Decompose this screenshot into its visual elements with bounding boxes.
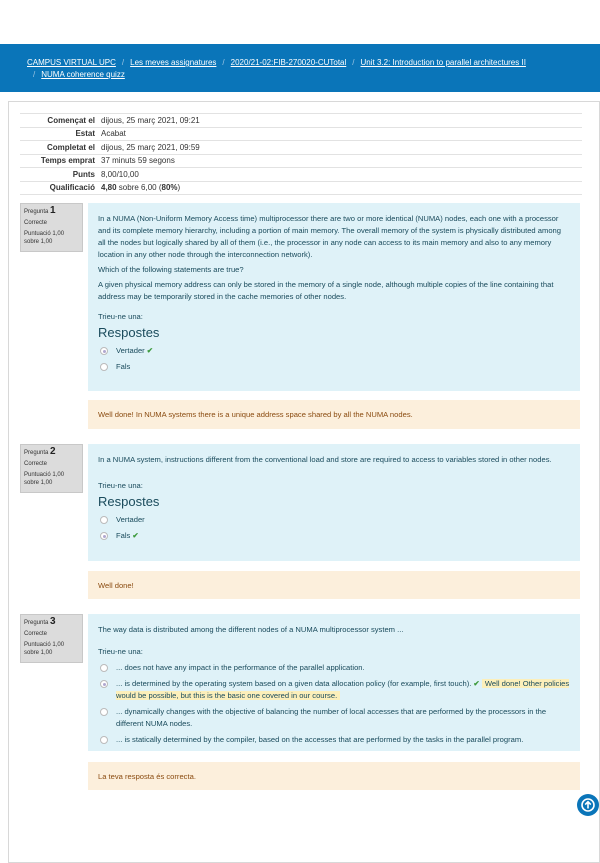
summary-value: Acabat <box>98 127 582 141</box>
grade-text: sobre 6,00 ( <box>116 183 162 193</box>
summary-value <box>98 181 582 195</box>
summary-key: Començat el <box>20 114 98 128</box>
summary-value: 8,00/10,00 <box>98 168 582 182</box>
question-content-3 <box>88 614 580 751</box>
breadcrumb-link-quiz[interactable]: NUMA coherence quizz <box>41 70 125 79</box>
answer-option-d[interactable]: ... is statically determined by the compiler, based on the accesses that are performed by the tasks in the parallel program. <box>98 734 570 746</box>
question-number: Pregunta 1 <box>24 205 56 216</box>
grade-score: 4,80 <box>101 183 117 193</box>
summary-value: 37 minuts 59 segons <box>98 154 582 168</box>
summary-key: Punts <box>20 168 98 182</box>
summary-key: Temps emprat <box>20 154 98 168</box>
answers-heading: Respostes <box>98 494 160 509</box>
answer-option-b[interactable]: ... is determined by the operating system based on a given data allocation policy (for example, first touch). ✔ Well done! Other policies would be possible, but this is the basic one covered in our course. <box>98 678 570 702</box>
radio-button-selected[interactable] <box>100 680 108 688</box>
breadcrumb <box>27 57 587 81</box>
summary-value: dijous, 25 març 2021, 09:21 <box>98 114 582 128</box>
summary-key: Qualificació <box>20 181 98 195</box>
breadcrumb-link-courses[interactable]: Les meves assignatures <box>130 58 217 67</box>
grade-text-end: ) <box>177 183 181 193</box>
question-state: Correcte <box>24 220 48 226</box>
answer-option-false[interactable]: Fals <box>98 361 570 373</box>
radio-button[interactable] <box>100 363 108 371</box>
radio-button[interactable] <box>100 708 108 716</box>
breadcrumb-link-campus[interactable]: CAMPUS VIRTUAL UPC <box>27 58 116 67</box>
question-text: In a NUMA (Non-Uniform Memory Access time) multiprocessor there are two or more identical (NUMA) nodes, each one with a processor and its complete memory hierarchy, including a portion of main memory. The overall memory of the system is physically distributed among all the nodes but logically shared by all of them (i.e., the processor in any node can access to its main memory and also to any memory location in any other node through the interconnection network). <box>98 214 561 259</box>
question-state: Correcte <box>24 631 48 637</box>
answer-option-true[interactable]: Vertader <box>98 514 570 526</box>
summary-row-started <box>20 114 582 128</box>
breadcrumb-link-unit[interactable]: Unit 3.2: Introduction to parallel architectures II <box>360 58 526 67</box>
question-info-3 <box>20 614 83 663</box>
question-marks: Puntuació 1,00 sobre 1,00 <box>24 472 65 486</box>
summary-key: Completat el <box>20 141 98 155</box>
radio-button[interactable] <box>100 516 108 524</box>
answer-option-false[interactable]: Fals ✔ <box>98 530 570 542</box>
answer-prompt: Trieu-ne una: <box>98 481 143 490</box>
summary-row-state <box>20 127 582 141</box>
summary-row-grade <box>20 181 582 195</box>
question-marks: Puntuació 1,00 sobre 1,00 <box>24 642 65 656</box>
attempt-summary-table <box>20 113 582 195</box>
check-icon: ✔ <box>473 679 480 688</box>
answer-prompt: Trieu-ne una: <box>98 312 143 321</box>
breadcrumb-separator: / <box>33 70 36 79</box>
question-number: Pregunta 3 <box>24 616 56 627</box>
answer-option-true[interactable]: Vertader ✔ <box>98 345 570 357</box>
radio-button[interactable] <box>100 664 108 672</box>
answer-prompt: Trieu-ne una: <box>98 647 143 656</box>
radio-button-selected[interactable] <box>100 347 108 355</box>
question-state: Correcte <box>24 461 48 467</box>
question-text: In a NUMA system, instructions different from the conventional load and store are required to access to variables stored in other nodes. <box>98 455 552 464</box>
question-feedback-1: Well done! In NUMA systems there is a unique address space shared by all the NUMA nodes. <box>88 400 580 429</box>
question-marks: Puntuació 1,00 sobre 1,00 <box>24 231 65 245</box>
question-feedback-3: La teva resposta és correcta. <box>88 762 580 790</box>
summary-row-completed <box>20 141 582 155</box>
summary-row-time <box>20 154 582 168</box>
question-info-2 <box>20 444 83 493</box>
question-number: Pregunta 2 <box>24 446 56 457</box>
question-content-2 <box>88 444 580 561</box>
option-feedback: Well done! Other policies would be possible, but this is the basic one covered in our course. <box>116 679 570 700</box>
arrow-up-circle-icon <box>581 798 595 812</box>
question-text: Which of the following statements are true? <box>98 265 244 274</box>
answer-option-a[interactable]: ... does not have any impact in the performance of the parallel application. <box>98 662 570 674</box>
summary-key: Estat <box>20 127 98 141</box>
question-feedback-2: Well done! <box>88 571 580 599</box>
answer-option-c[interactable]: ... dynamically changes with the objective of balancing the number of local accesses that are performed by the processors in the different NUMA nodes. <box>98 706 570 730</box>
question-text: The way data is distributed among the different nodes of a NUMA multiprocessor system ... <box>98 625 404 634</box>
scroll-to-top-button[interactable] <box>577 794 599 816</box>
question-text: A given physical memory address can only be stored in the memory of a single node, although multiple copies of the line containing that address may be temporarily stored in the cache memories of other nodes. <box>98 280 554 301</box>
summary-value: dijous, 25 març 2021, 09:59 <box>98 141 582 155</box>
breadcrumb-separator: / <box>121 58 125 67</box>
breadcrumb-separator: / <box>352 58 355 67</box>
check-icon: ✔ <box>132 531 139 540</box>
answers-heading: Respostes <box>98 325 160 340</box>
grade-percent: 80% <box>161 183 178 193</box>
breadcrumb-link-course[interactable]: 2020/21-02:FIB-270020-CUTotal <box>230 58 347 67</box>
breadcrumb-separator: / <box>222 58 225 67</box>
check-icon: ✔ <box>146 346 154 355</box>
question-content-1 <box>88 203 580 391</box>
radio-button[interactable] <box>100 736 108 744</box>
radio-button-selected[interactable] <box>100 532 108 540</box>
question-info-1 <box>20 203 83 252</box>
summary-row-marks <box>20 168 582 182</box>
